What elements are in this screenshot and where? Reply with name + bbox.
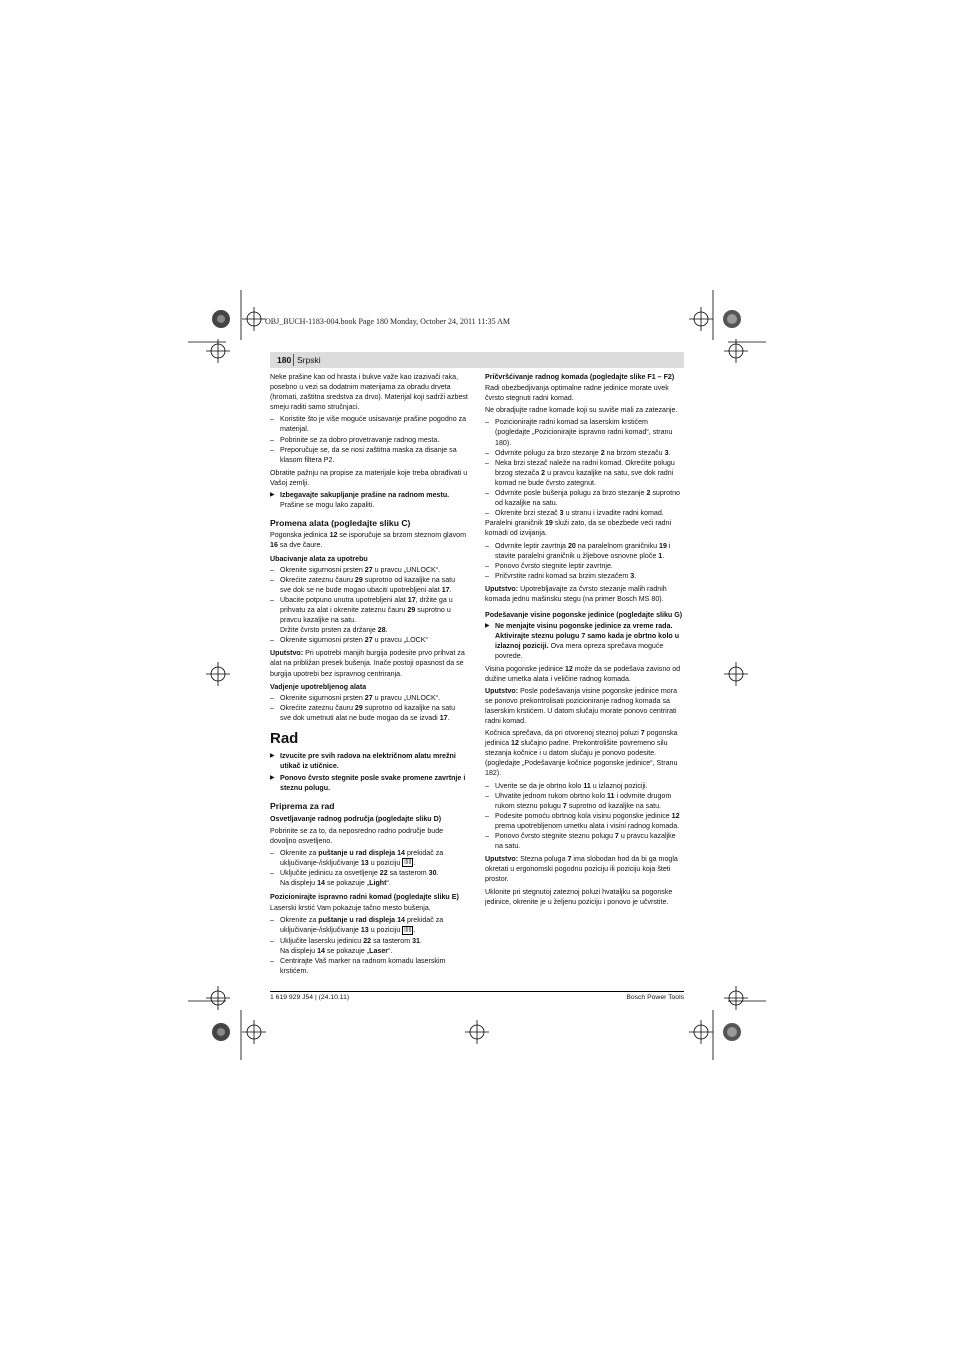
height-paragraph: Visina pogonske jedinice 12 može da se podešava zavisno od dužine umetka alata i veličine radnog komada. [485,664,681,683]
fix-paragraph: Ne obradjujte radne komade koji su suviše mali za zatezanje. [485,406,678,415]
warning-dust: ▶ Izbegavajte sakupljanje prašine na radnom mestu. Prašine se mogu lako zapaliti. [270,490,468,510]
list-item: – Okrenite za puštanje u rad displeja 14 prekidač za uključivanje-/isključivanje 13 u poziciju ||||| . [270,915,468,935]
header-language: Srpski [297,355,321,365]
list-item: – Koristite što je više moguće usisavanje prašine pogodno za materijal. [270,414,468,434]
print-info: OBJ_BUCH-1183-004.book Page 180 Monday, October 24, 2011 11:35 AM [265,317,511,326]
list-item: – Pobrinite se za dobro provetravanje radnog mesta. [270,435,468,445]
list-item: – Odvrnite polugu za brzo stezanje 2 na brzom stezaču 3. [485,448,683,458]
list-item: – Odvrnite posle bušenja polugu za brzo stezanje 2 suprotno od kazaljke na satu. [485,488,683,508]
footer-doc-number: 1 619 929 J54 | (24.10.11) [270,994,350,1001]
list-item: – Podesite pomoću obrtnog kola visinu pogonske jedinice 12 prema upotrebljenom umetku alata i visini radnog komada. [485,811,683,831]
list-item: – Okrenite za puštanje u rad displeja 14 prekidač za uključivanje-/isključivanje 13 u poziciju ||||| . [270,848,468,868]
header-divider [293,354,294,366]
lighting-paragraph: Pobrinite se za to, da neposredno radno područje bude dovoljno osvetljeno. [270,826,444,845]
warning-unplug: ▶ Izvucite pre svih radova na električnom alatu mrežni utikač iz utičnice. [270,751,468,771]
regulations-paragraph: Obratite pažnju na propise za materijale koje treba obrađivati u Vašoj zemlji. [270,468,468,487]
note-paragraph: Uputstvo: Upotrebljavajte za čvrsto stezanje malih radnih komada jednu mašinsku stegu (na primer Bosch MS 80). [485,584,667,603]
list-item: – Okrenite brzi stezač 3 u stranu i izvadite radni komad. [485,508,683,518]
list-item: – Okrenite sigurnosni prsten 27 u pravcu „LOCK“ [270,635,468,645]
display-on-icon: ||||| [404,927,412,934]
page-number: 180 [277,355,292,365]
fix-paragraph: Radi obezbedjivanja optimalne radne jedinice morate uvek čvrsto stegnuti radni komad. [485,384,669,403]
list-item: – Uverite se da je obrtno kolo 11 u izlaznoj poziciji. [485,781,683,791]
note-paragraph: Uputstvo: Pri upotrebi manjih burgija podesite prvo prihvat za alat na približan presek bušenja. Inače postoji opasnost da se burgija upotrebi bez ispravnog centriranja. [270,649,465,678]
right-column [485,372,683,909]
list-item: – Ponovo čvrsto stegnite steznu polugu 7 u pravcu kazaljke na satu. [485,831,683,851]
heading-fix-workpiece: Pričvršćivanje radnog komada (pogledajte slike F1 – F2) [485,373,675,381]
final-paragraph: Uklonite pri stegnutoj zateznoj poluzi hvataljku sa pogonske jedinice, okrenite je u željenu poziciju i ponovo je učvrstite. [485,887,673,906]
footer-brand: Bosch Power Tools [626,994,684,1001]
list-item: – Centrirajte Vaš marker na radnom komadu laserskim krstićem. [270,956,468,976]
left-column [270,372,468,976]
list-continuation: Na displeju 14 se pokazuje „Light“. [280,879,391,888]
tool-change-paragraph: Pogonska jedinica 12 se isporučuje sa brzom steznom glavom 16 sa dve čaure. [270,531,466,550]
guide-paragraph: Paralelni graničnik 19 služi zato, da se obezbede veći radni komadi od izvijanja. [485,519,672,538]
heading-remove-tool: Vadjenje upotrebljenog alata [270,682,367,691]
list-item: – Pozicionirajte radni komad sa laserskim krstićem (pogledajte „Pozicionirajte ispravno radni komad“, stranu 180). [485,417,683,447]
list-item: – Neka brzi stezač naleže na radni komad. Okrećite polugu brzog stezača 2 u pravcu kazaljke na satu, sve dok radni komad ne bude čvrsto zategnut. [485,458,683,488]
footer-rule [270,991,684,992]
list-item: – Ponovo čvrsto stegnite leptir zavrtnje. [485,561,683,571]
warning-height: ▶ Ne menjajte visinu pogonske jedinice za vreme rada. Aktivirajte steznu polugu 7 samo kada je obrtno kolo u izlaznoj poziciji. Ova mera opreza sprečava moguće povrede. [485,621,683,661]
brake-paragraph: Kočnica sprečava, da pri otvorenoj steznoj poluzi 7 pogonska jedinica 12 slučajno padne. Prekontrolišite povremeno silu stezanja kočnice i u datom slučaju je ponovo podesite. (pogledajte „Podešavanje kočnice pogonske jedinice“, Stranu 182). [485,729,678,778]
heading-lighting: Osvetljavanje radnog područja (pogledajte sliku D) [270,815,442,824]
heading-tool-change: Promena alata (pogledajte sliku C) [270,518,411,529]
heading-height-adjust: Podešavanje visine pogonske jedinice (pogledajte sliku G) [485,611,683,620]
heading-preparation: Priprema za rad [270,801,335,812]
display-on-icon: ||||| [404,859,412,866]
positioning-paragraph: Laserski krstić Vam pokazuje tačno mesto bušenja. [270,904,431,913]
heading-positioning: Pozicionirajte ispravno radni komad (pogledajte sliku E) [270,893,459,902]
page-header [270,352,684,368]
list-item: – Uključite jedinicu za osvetljenje 22 sa tasterom 30. [270,868,468,878]
note-paragraph: Uputstvo: Stezna poluga 7 ima slobodan hod da bi ga mogla okretati u ergonomski pogodnu poziciju ili poziciju koja šteti prostor. [485,855,678,884]
list-item: – Okrećite zateznu čauru 29 suprotno od kazaljke na satu sve dok se ne bude mogao ubaciti upotrebljeni alat 17. [270,575,468,595]
list-item: – Pričvrstite radni komad sa brzim stezačem 3. [485,571,683,581]
list-item: – Uključite lasersku jedinicu 22 sa tasterom 31. [270,936,468,946]
list-item: – Uhvatite jednom rukom obrtno kolo 11 i odvrnite drugom rukom steznu polugu 7 suprotno od kazaljke na satu. [485,791,683,811]
list-continuation: Na displeju 14 se pokazuje „Laser“. [280,946,393,955]
warning-tighten: ▶ Ponovo čvrsto stegnite posle svake promene zavrtnje i steznu polugu. [270,773,468,793]
list-item: – Ubacite potpuno unutra upotrebljeni alat 17, držite ga u prihvatu za alat i okrenite zateznu čauru 29 suprotno u pravcu kazaljke na satu. [270,595,468,625]
note-paragraph: Uputstvo: Posle podešavanja visine pogonske jedinice mora se ponovo prekontrolisati pozicioniranje radnog komada sa laserskim krstićem. U datom slučaju morate ponovo centrirati radni komad. [485,686,678,725]
list-item: – Okrećite zateznu čauru 29 suprotno od kazaljke na satu sve dok umetnuti alat ne bude mogao da se izvadi 17. [270,703,468,723]
heading-insert-tool: Ubacivanje alata za upotrebu [270,554,368,563]
list-item: – Okrenite sigurnosni prsten 27 u pravcu „UNLOCK“. [270,565,468,575]
list-item: – Preporučuje se, da se nosi zaštitna maska za disanje sa klasom filtera P2. [270,445,468,465]
list-item: – Okrenite sigurnosni prsten 27 u pravcu „UNLOCK“. [270,693,468,703]
list-item: – Odvrnite leptir zavrtnja 20 na paralelnom graničniku 19 i stavite paralelni graničnik u žljebove osnovne ploče 1. [485,541,683,561]
section-title-rad: Rad [270,730,299,747]
intro-paragraph: Neke prašine kao od hrasta i bukve važe kao izazivači raka, posebno u vezi sa dodatnim materijama za obradu drveta (hromati, zaštitna sredstva za drvo). Materijal koji sadrži azbest smeju raditi samo stručnjaci. [270,373,468,412]
list-continuation: Držite čvrsto prsten za držanje 28. [280,626,388,635]
